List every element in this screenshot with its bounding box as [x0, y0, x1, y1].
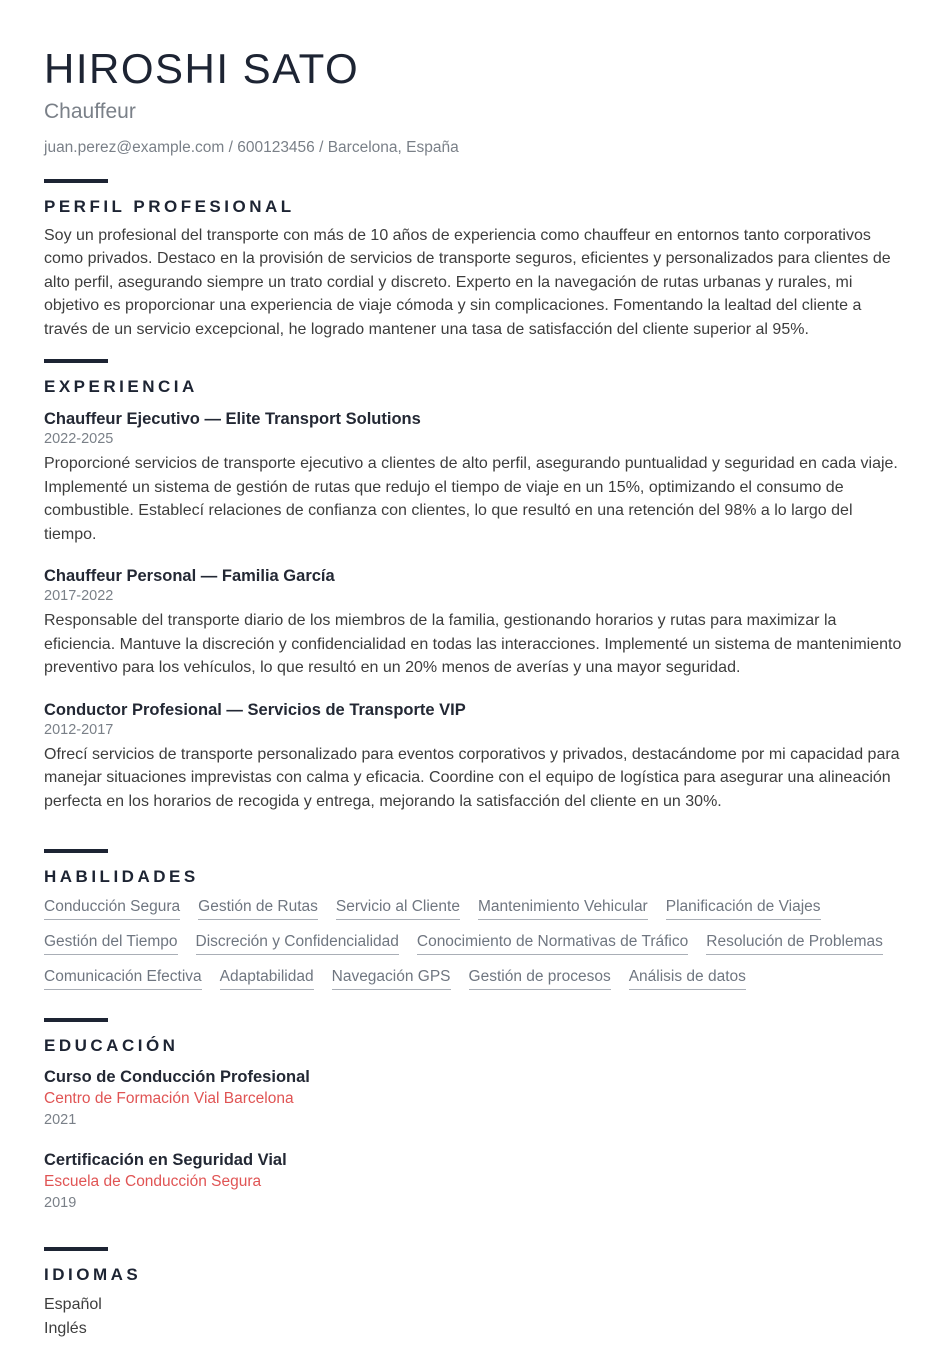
section-heading-languages: IDIOMAS	[44, 1265, 142, 1285]
skill-tag: Navegación GPS	[332, 968, 451, 990]
section-education	[44, 1018, 908, 1211]
section-languages	[44, 1247, 908, 1340]
skill-tag: Discreción y Confidencialidad	[196, 933, 399, 955]
language-item: Español	[44, 1296, 102, 1314]
skill-tag: Resolución de Problemas	[706, 933, 883, 955]
section-divider	[44, 1247, 108, 1251]
education-degree: Certificación en Seguridad Vial	[44, 1151, 287, 1170]
skill-tag: Mantenimiento Vehicular	[478, 898, 648, 920]
education-degree: Curso de Conducción Profesional	[44, 1068, 310, 1087]
section-heading-profile: PERFIL PROFESIONAL	[44, 196, 295, 216]
experience-entry	[44, 701, 908, 814]
resume-header	[44, 45, 908, 157]
section-divider	[44, 179, 108, 183]
section-profile	[44, 179, 908, 342]
contact-line: juan.perez@example.com / 600123456 / Barcelona, España	[44, 138, 459, 156]
candidate-name: HIROSHI SATO	[44, 45, 360, 92]
skill-tag: Gestión de procesos	[469, 968, 611, 990]
education-entry	[44, 1068, 908, 1128]
skill-tag: Adaptabilidad	[220, 968, 314, 990]
profile-text: Soy un profesional del transporte con más de 10 años de experiencia como chauffeur en entornos tanto corporativos como privados. Destaco en la provisión de servicios de transporte seguros, eficientes y personalizados para clientes de alto perfil, asegurando siempre un trato cordial y discreto. Experto en la navegación de rutas urbanas y rurales, mi objetivo es proporcionar una experiencia de viaje cómoda y sin complicaciones. Fomentando la lealtad del cliente a través de un servicio excepcional, he logrado mantener una tasa de satisfacción del cliente superior al 95%.	[44, 226, 891, 338]
section-heading-skills: HABILIDADES	[44, 867, 199, 887]
job-description: Proporcioné servicios de transporte ejecutivo a clientes de alto perfil, asegurando puntualidad y seguridad en cada viaje. Implementé un sistema de gestión de rutas que redujo el tiempo de viaje en un 15%, optimizando el consumo de combustible. Establecí relaciones de confianza con clientes, lo que resultó en una retención del 98% a lo largo del tiempo.	[44, 455, 898, 543]
section-experience	[44, 359, 908, 813]
skill-tag: Conocimiento de Normativas de Tráfico	[417, 933, 688, 955]
job-dates: 2017-2022	[44, 588, 114, 605]
job-title: Chauffeur Ejecutivo — Elite Transport Solutions	[44, 410, 421, 429]
skill-tag: Comunicación Efectiva	[44, 968, 202, 990]
section-divider	[44, 849, 108, 853]
skill-tag: Gestión del Tiempo	[44, 933, 178, 955]
job-title: Chauffeur Personal — Familia García	[44, 567, 335, 586]
job-title: Conductor Profesional — Servicios de Transporte VIP	[44, 700, 466, 719]
candidate-job-title: Chauffeur	[44, 99, 136, 123]
languages-list	[44, 1293, 908, 1340]
education-year: 2021	[44, 1112, 77, 1129]
language-item: Inglés	[44, 1319, 87, 1337]
skill-tag: Análisis de datos	[629, 968, 746, 990]
experience-entry	[44, 567, 908, 680]
education-school: Centro de Formación Vial Barcelona	[44, 1090, 294, 1108]
education-year: 2019	[44, 1195, 77, 1212]
section-heading-experience: EXPERIENCIA	[44, 377, 198, 397]
experience-entry	[44, 410, 908, 546]
job-description: Ofrecí servicios de transporte personalizado para eventos corporativos y privados, destacándome por mi capacidad para manejar situaciones imprevistas con calma y eficacia. Coordine con el equipo de logística para asegurar una alineación perfecta en los horarios de recogida y entrega, mejorando la satisfacción del cliente en un 30%.	[44, 745, 900, 810]
section-skills	[44, 849, 908, 990]
skill-tag: Planificación de Viajes	[666, 898, 821, 920]
job-dates: 2022-2025	[44, 431, 114, 448]
section-heading-education: EDUCACIÓN	[44, 1036, 179, 1056]
section-divider	[44, 359, 108, 363]
skill-tag: Servicio al Cliente	[336, 898, 460, 920]
education-school: Escuela de Conducción Segura	[44, 1173, 262, 1191]
job-dates: 2012-2017	[44, 721, 114, 738]
education-entry	[44, 1151, 908, 1211]
skill-tag: Conducción Segura	[44, 898, 180, 920]
skills-list	[44, 898, 908, 990]
skill-tag: Gestión de Rutas	[198, 898, 318, 920]
section-divider	[44, 1018, 108, 1022]
job-description: Responsable del transporte diario de los miembros de la familia, gestionando horarios y rutas para maximizar la eficiencia. Mantuve la discreción y confidencialidad en todas las interacciones. Implementé un sistema de mantenimiento preventivo para los vehículos, lo que resultó en un 20% menos de averías y una mayor seguridad.	[44, 612, 902, 677]
